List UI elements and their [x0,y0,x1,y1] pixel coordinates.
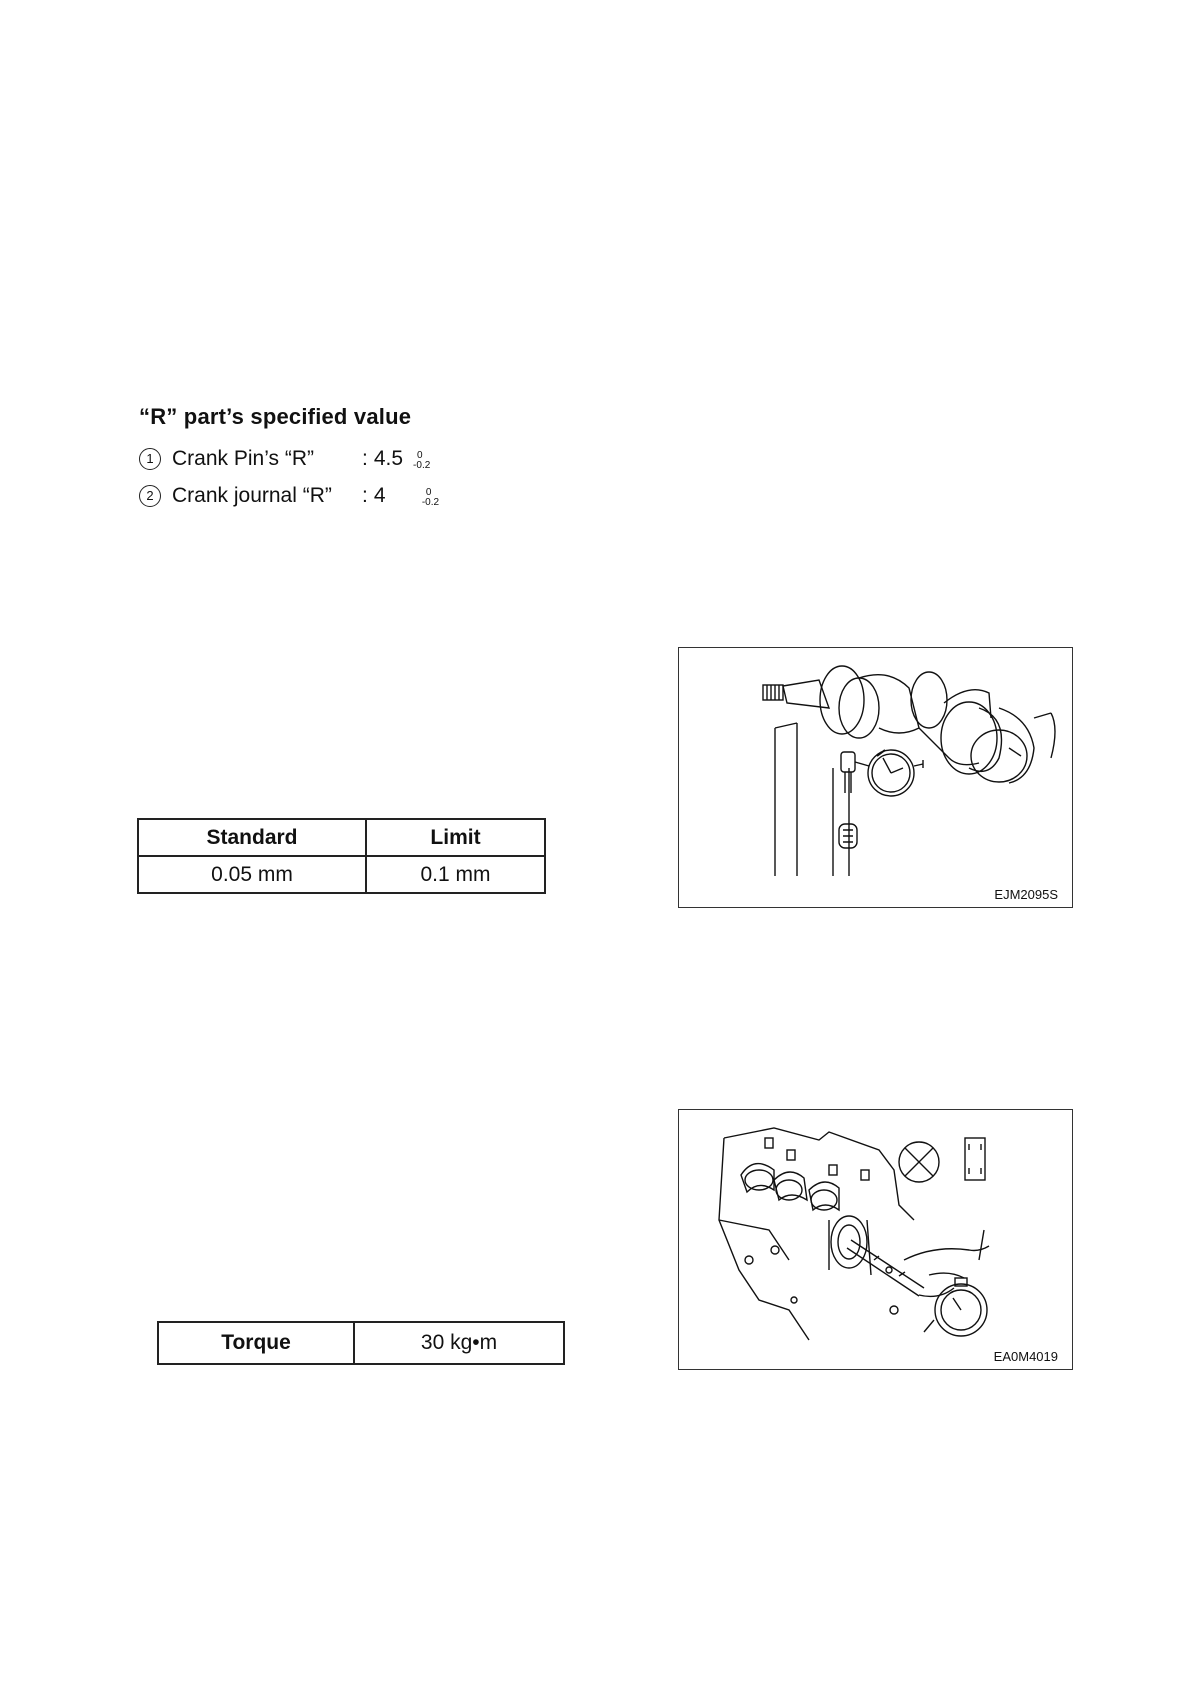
table-header-row [138,819,545,856]
table-row [138,856,545,893]
spec-item-sep: : [362,447,368,470]
number-circle-2: 2 [139,485,161,507]
spec-item-crank-pin [139,447,430,471]
spec-item-label: Crank Pin’s “R” [172,447,314,470]
figure-bore-measurement [678,1109,1073,1370]
figure-caption: EJM2095S [994,887,1058,902]
table-row [158,1322,564,1364]
value-standard: 0.05 mm [138,856,366,893]
tolerance-lower: -0.2 [421,497,440,508]
torque-table [157,1321,565,1365]
tolerance [413,451,430,471]
tolerance-lower: -0.2 [413,460,431,471]
spec-item-label: Crank journal “R” [172,484,332,507]
torque-label: Torque [158,1322,354,1364]
tolerance-upper: 0 [425,487,432,498]
header-standard: Standard [138,819,366,856]
runout-spec-table [137,818,546,894]
value-limit: 0.1 mm [366,856,545,893]
spec-item-sep: : [362,484,368,507]
tolerance-upper: 0 [417,450,423,461]
header-limit: Limit [366,819,545,856]
spec-item-value: 4 [373,484,386,507]
number-circle-1: 1 [139,448,161,470]
spec-heading: “R” part’s specified value [139,404,412,429]
spec-item-crank-journal [139,484,439,508]
cylinder-gauge-illustration [679,1110,1072,1369]
figure-crankshaft-runout [678,647,1073,908]
figure-caption: EA0M4019 [993,1349,1058,1364]
crankshaft-dial-gauge-illustration [679,648,1072,907]
spec-item-value: 4.5 [373,447,404,470]
torque-value: 30 kg•m [354,1322,564,1364]
tolerance [422,488,439,508]
